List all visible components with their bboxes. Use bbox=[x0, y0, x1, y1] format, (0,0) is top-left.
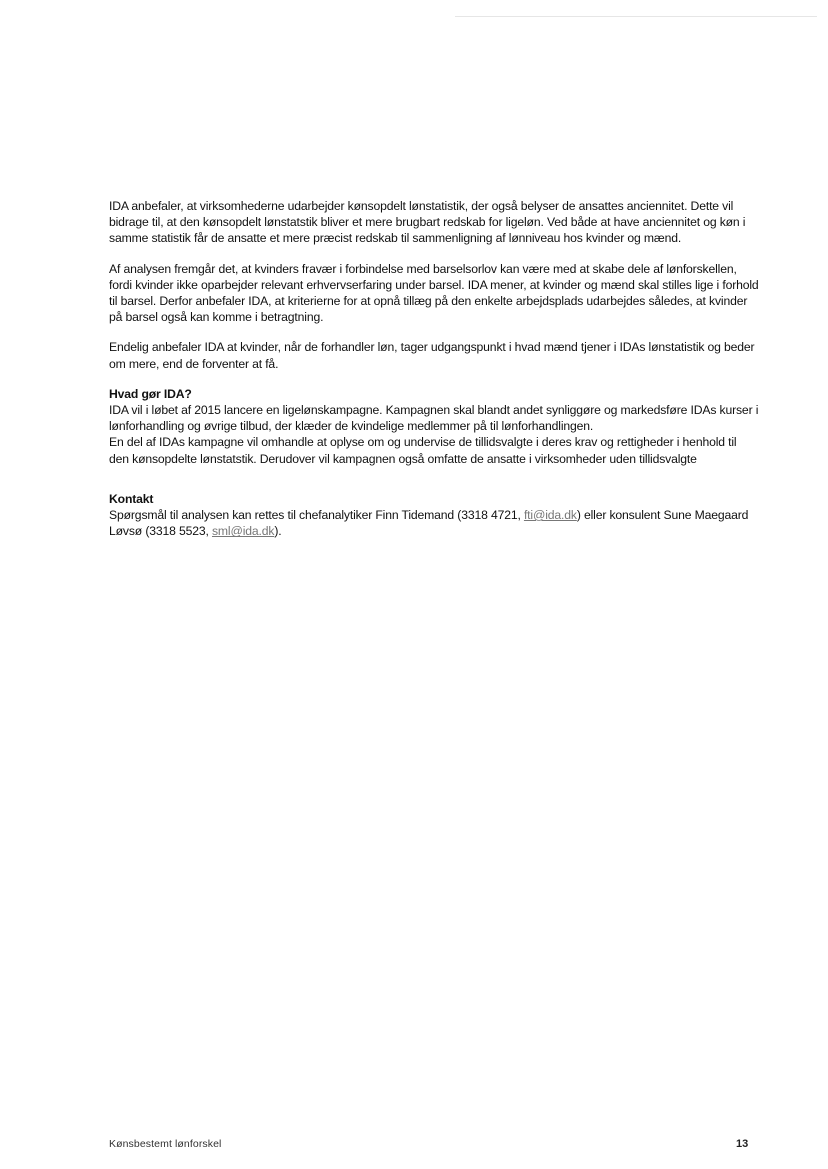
heading-kontakt: Kontakt bbox=[109, 491, 154, 506]
document-body bbox=[109, 198, 759, 539]
paragraph-anciennitet: IDA anbefaler, at virksomhederne udarbejder kønsopdelt lønstatistik, der også belyser de ansattes anciennitet. Dette vil bidrage til, at den kønsopdelt lønstatstik bliver et mere brugbart redskab for ligeløn. Ved både at have anciennitet og køn i samme statistik får de ansatte et mere præcist redskab til sammenligning af lønniveau hos kvinder og mænd. bbox=[109, 199, 746, 246]
paragraph-loenforhandling: Endelig anbefaler IDA at kvinder, når de forhandler løn, tager udgangspunkt i hvad mænd tjener i IDAs lønstatistik og beder om mere, end de forventer at få. bbox=[109, 340, 755, 371]
paragraph-barsel: Af analysen fremgår det, at kvinders fravær i forbindelse med barselsorlov kan være med at skabe dele af lønforskellen, fordi kvinder ikke oparbejder relevant erhvervserfaring under barsel. IDA mener, at kvinder og mænd skal stilles lige i forhold til barsel. Derfor anbefaler IDA, at kriterierne for at opnå tillæg på den enkelte arbejdsplads udarbejdes således, at kvinder på barsel også kan komme i betragtning. bbox=[109, 261, 759, 325]
contact-text-1: Spørgsmål til analysen kan rettes til chefanalytiker Finn Tidemand (3318 4721, bbox=[109, 508, 524, 523]
email-link-sml[interactable]: sml@ida.dk bbox=[211, 524, 275, 539]
email-link-fti[interactable]: fti@ida.dk bbox=[523, 508, 577, 523]
page-number: 13 bbox=[736, 1138, 749, 1150]
contact-text-3: ). bbox=[274, 524, 282, 539]
top-rule bbox=[455, 16, 817, 17]
footer-title: Kønsbestemt lønforskel bbox=[109, 1138, 222, 1150]
contact-text-2: ) eller konsulent Sune Maegaard Løvsø (3318 5523, bbox=[109, 508, 749, 539]
paragraph-kampagne: IDA vil i løbet af 2015 lancere en ligelønskampagne. Kampagnen skal blandt andet synliggøre og markedsføre IDAs kurser i lønforhandling og øvrige tilbud, der klæder de kvindelige medlemmer på til lønforhandlingen. bbox=[109, 403, 759, 434]
paragraph-kontakt bbox=[109, 507, 759, 539]
paragraph-tillidsvalgte: En del af IDAs kampagne vil omhandle at oplyse om og undervise de tillidsvalgte i deres krav og rettigheder i henhold til den kønsopdelte lønstatstik. Derudover vil kampagnen også omfatte de ansatte i virksomheder uden tillidsvalgte bbox=[109, 435, 737, 466]
heading-hvad-goer-ida: Hvad gør IDA? bbox=[109, 386, 192, 401]
